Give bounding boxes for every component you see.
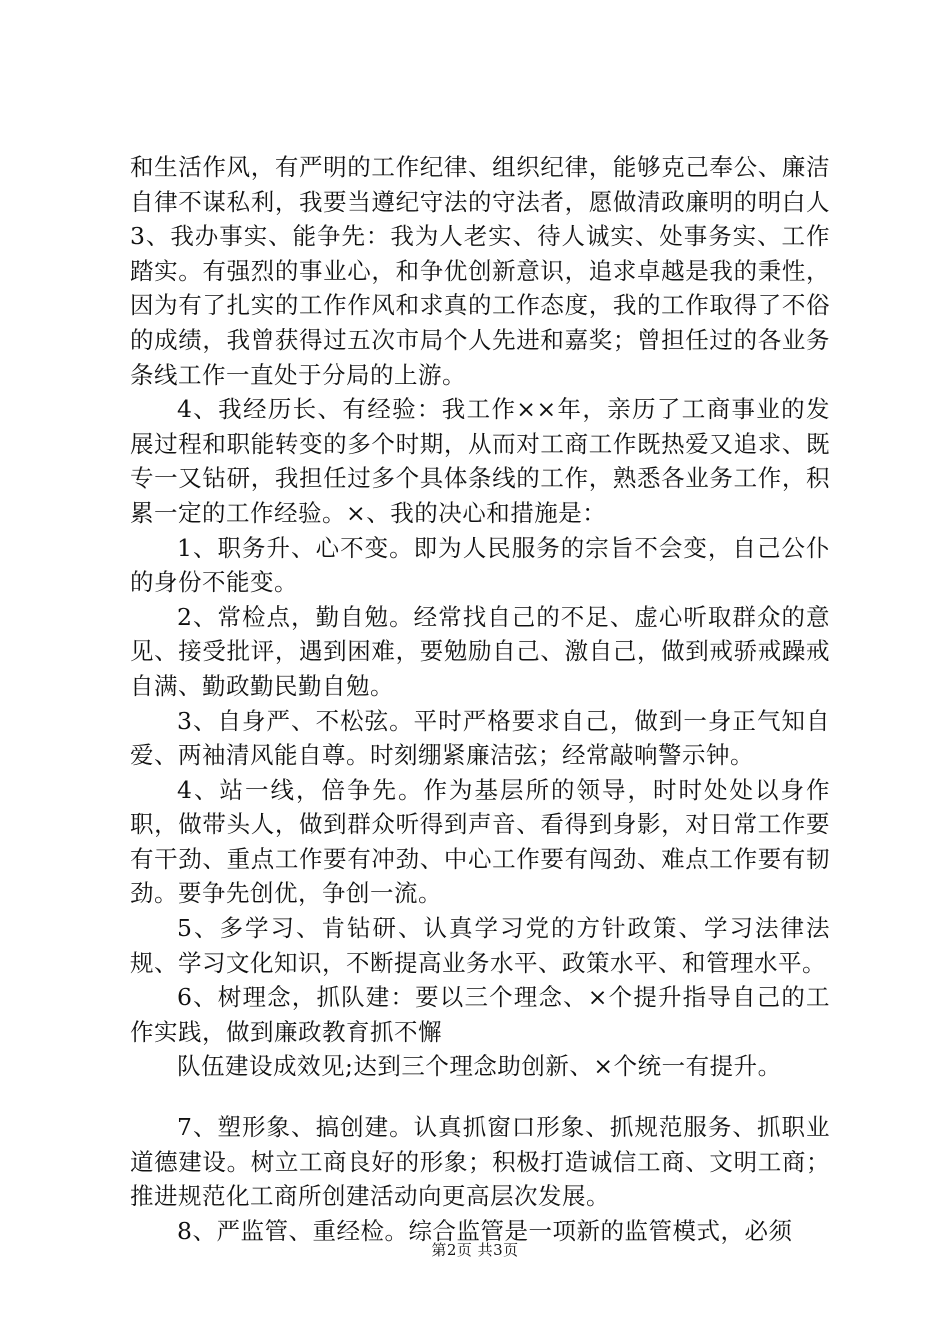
- paragraph-9: 队伍建设成效见;达到三个理念助创新、×个统一有提升。: [177, 1052, 782, 1081]
- paragraph-5: 3、自身严、不松弦。平时严格要求自己，做到一身正气知自爱、两袖清风能自尊。时刻绷紧廉洁弦；经常敲响警示钟。: [130, 706, 830, 770]
- paragraph-7: 5、多学习、肯钻研、认真学习党的方针政策、学习法律法规、学习文化知识，不断提高业务水平、政策水平、和管理水平。: [130, 914, 830, 977]
- paragraph-10: 7、塑形象、搞创建。认真抓窗口形象、抓规范服务、抓职业道德建设。树立工商良好的形象；积极打造诚信工商、文明工商；推进规范化工商所创建活动向更高层次发展。: [130, 1113, 830, 1211]
- paragraph-1: 和生活作风，有严明的工作纪律、组织纪律，能够克己奉公、廉洁自律不谋私利，我要当遵纪守法的守法者，愿做清政廉明的明白人3、我办事实、能争先：我为人老实、待人诚实、处事务实、工作踏实。有强烈的事业心，和争优创新意识，追求卓越是我的秉性，因为有了扎实的工作作风和求真的工作态度，我的工作取得了不俗的成绩，我曾获得过五次市局个人先进和嘉奖；曾担任过的各业务条线工作一直处于分局的上游。: [130, 153, 830, 389]
- paragraph-8: 6、树理念，抓队建：要以三个理念、×个提升指导自己的工作实践，做到廉政教育抓不懈: [130, 983, 830, 1046]
- document-body: [130, 150, 830, 1248]
- page-number-footer: 第2页 共3页: [431, 1241, 519, 1259]
- paragraph-4: 2、常检点，勤自勉。经常找自己的不足、虚心听取群众的意见、接受批评，遇到困难，要勉励自己、激自己，做到戒骄戒躁戒自满、勤政勤民勤自勉。: [130, 602, 830, 700]
- paragraph-3: 1、职务升、心不变。即为人民服务的宗旨不会变，自己公仆的身份不能变。: [130, 533, 830, 597]
- paragraph-6: 4、站一线，倍争先。作为基层所的领导，时时处处以身作职，做带头人，做到群众听得到声音、看得到身影，对日常工作要有干劲、重点工作要有冲劲、中心工作要有闯劲、难点工作要有韧劲。要争先创优，争创一流。: [130, 775, 830, 908]
- paragraph-2: 4、我经历长、有经验：我工作××年，亲历了工商事业的发展过程和职能转变的多个时期，从而对工商工作既热爱又追求、既专一又钻研，我担任过多个具体条线的工作，熟悉各业务工作，积累一定的工作经验。×、我的决心和措施是：: [130, 395, 830, 527]
- paragraph-11: 8、严监管、重经检。综合监管是一项新的监管模式，必须: [177, 1216, 793, 1245]
